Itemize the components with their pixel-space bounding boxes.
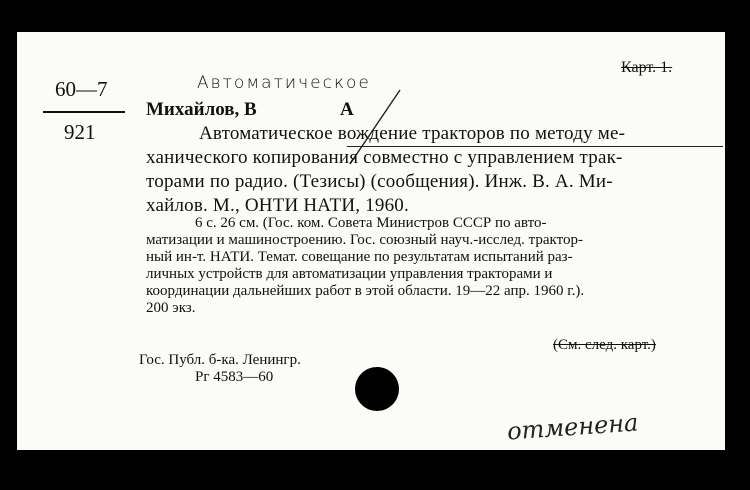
handwritten-note: отменена [506, 408, 640, 446]
library-code: Рг 4583—60 [195, 369, 274, 385]
see-next-card: (См. след. карт.) [553, 337, 656, 353]
description-line-6: 200 экз. [146, 300, 196, 316]
description-line-2: матизации и машиностроению. Гос. союзный науч.-исслед. трактор- [146, 232, 583, 248]
film-edge-marks [4, 150, 7, 450]
shelf-divider [43, 111, 125, 113]
author-initial-mark: А [340, 99, 354, 120]
card-heading: Автоматическое [197, 73, 371, 93]
title-line-3: торами по радио. (Тезисы) (сообщения). Инж. В. А. Ми- [146, 171, 613, 192]
library-stamp: Гос. Публ. б-ка. Ленингр. [139, 352, 301, 368]
title-line-1: Автоматическое вождение тракторов по методу ме- [199, 123, 626, 144]
punch-hole [355, 367, 399, 411]
card-number: Карт. 1. [621, 59, 673, 76]
title-line-2: ханического копирования совместно с управлением трак- [146, 147, 623, 168]
description-line-4: личных устройств для автоматизации управления тракторами и [146, 266, 553, 282]
shelf-number-secondary: 921 [64, 120, 96, 144]
description-line-1: 6 с. 26 см. (Гос. ком. Совета Министров СССР по авто- [195, 215, 547, 231]
shelf-number: 60—7 [55, 77, 108, 101]
description-line-5: координации дальнейших работ в этой области. 19—22 апр. 1960 г.). [146, 283, 585, 299]
catalog-card [17, 32, 725, 450]
author-name: Михайлов, В [146, 99, 257, 120]
title-line-4: хайлов. М., ОНТИ НАТИ, 1960. [146, 195, 409, 216]
description-line-3: ный ин-т. НАТИ. Темат. совещание по результатам испытаний раз- [146, 249, 573, 265]
